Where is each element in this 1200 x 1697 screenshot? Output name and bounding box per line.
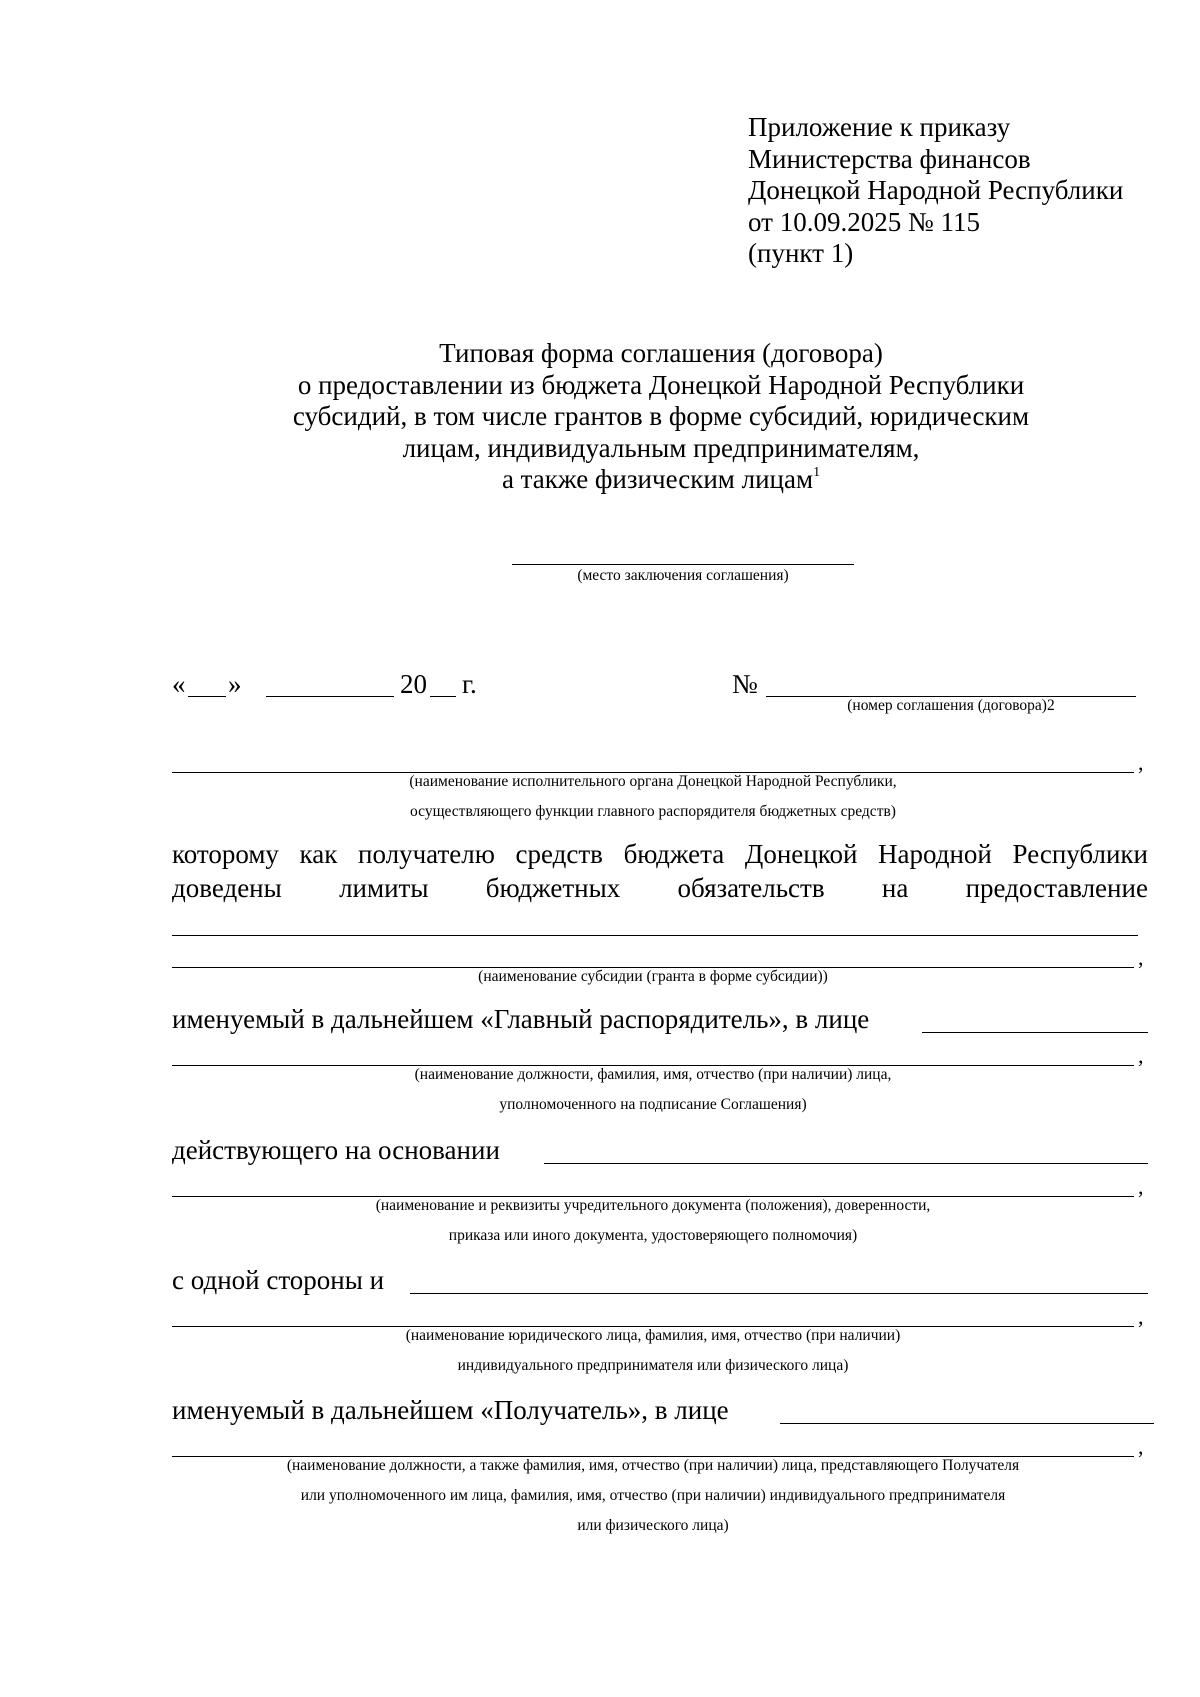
paragraph-word: доведены xyxy=(172,873,282,903)
place-field-line[interactable] xyxy=(512,564,854,565)
basis-caption-line2: приказа или иного документа, удостоверяющего полномочия) xyxy=(448,1227,858,1244)
organ-caption-line1: (наименование исполнительного органа Донецкой Народной Республики, xyxy=(409,773,897,790)
comma: , xyxy=(1138,1043,1144,1068)
paragraph-word: бюджетных xyxy=(485,873,621,903)
appendix-line: от 10.09.2025 № 115 xyxy=(748,206,980,237)
close-quote: » xyxy=(228,669,242,699)
place-caption: (место заключения соглашения) xyxy=(577,567,789,584)
other-party-caption-line2: индивидуального предпринимателя или физического лица) xyxy=(457,1357,849,1374)
day-field-line[interactable] xyxy=(188,696,226,697)
main-distributor-caption-line1: (наименование должности, фамилия, имя, отчество (при наличии) лица, xyxy=(414,1066,892,1083)
other-party-line[interactable] xyxy=(410,1293,1148,1294)
year-prefix: 20 xyxy=(400,669,427,699)
comma: , xyxy=(1138,1174,1144,1199)
comma: , xyxy=(1138,1434,1144,1459)
paragraph-word: лимиты xyxy=(339,873,429,903)
title-line: о предоставлении из бюджета Донецкой Народной Республики xyxy=(297,369,1025,400)
basis-caption-line1: (наименование и реквизиты учредительного документа (положения), доверенности, xyxy=(375,1197,931,1214)
paragraph-word: обязательств xyxy=(677,873,825,903)
recipient-text: именуемый в дальнейшем «Получатель», в лице xyxy=(172,1395,729,1425)
appendix-line: (пункт 1) xyxy=(748,238,854,268)
basis-text: действующего на основании xyxy=(172,1135,500,1165)
recipient-caption-line3: или физического лица) xyxy=(577,1517,729,1534)
number-sign: № xyxy=(732,669,758,699)
paragraph-line2 xyxy=(172,872,1148,904)
main-distributor-representative-line[interactable] xyxy=(922,1032,1148,1033)
footnote-mark: 1 xyxy=(813,465,821,480)
paragraph-word: на xyxy=(881,873,909,903)
month-field-line[interactable] xyxy=(266,696,394,697)
title-line xyxy=(150,464,1172,496)
title-line: субсидий, в том числе грантов в форме субсидий, юридическим xyxy=(292,401,1030,431)
comma: , xyxy=(1138,750,1144,775)
appendix-line: Министерства финансов xyxy=(748,143,1031,174)
organ-caption-line2: осуществляющего функции главного распорядителя бюджетных средств) xyxy=(410,803,896,820)
title-line: Типовая форма соглашения (договора) xyxy=(439,338,883,368)
subsidy-name-line1[interactable] xyxy=(172,935,1138,936)
recipient-caption-line1: (наименование должности, а также фамилия, имя, отчество (при наличии) лица, представляющего Получателя xyxy=(286,1457,1020,1474)
title-line: лицам, индивидуальным предпринимателям, xyxy=(402,432,920,463)
paragraph-word: предоставление xyxy=(965,873,1148,903)
appendix-line: Приложение к приказу xyxy=(748,112,1011,142)
comma: , xyxy=(1138,945,1144,970)
paragraph-line1: которому как получателю средств бюджета Донецкой Народной Республики xyxy=(172,839,1148,869)
year-suffix: г. xyxy=(462,669,477,699)
other-party-caption-line1: (наименование юридического лица, фамилия, имя, отчество (при наличии) xyxy=(405,1327,901,1344)
main-distributor-caption-line2: уполномоченного на подписание Соглашения) xyxy=(499,1096,807,1113)
recipient-representative-line[interactable] xyxy=(780,1423,1154,1424)
main-distributor-text: именуемый в дальнейшем «Главный распорядитель», в лице xyxy=(172,1004,870,1034)
agreement-number-caption: (номер соглашения (договора)2 xyxy=(847,697,1055,714)
basis-document-line[interactable] xyxy=(544,1163,1148,1164)
year-field-line[interactable] xyxy=(430,696,456,697)
document-title xyxy=(150,338,1172,496)
comma: , xyxy=(1138,1304,1144,1329)
appendix-line: Донецкой Народной Республики xyxy=(748,175,1124,205)
one-side-text: с одной стороны и xyxy=(172,1265,385,1295)
appendix-block xyxy=(748,112,1123,270)
recipient-caption-line2: или уполномоченного им лица, фамилия, имя, отчество (при наличии) индивидуального предпринимателя xyxy=(300,1487,1006,1504)
title-last-line: а также физическим лицам xyxy=(501,464,814,494)
subsidy-caption: (наименование субсидии (гранта в форме субсидии)) xyxy=(478,968,828,985)
open-quote: « xyxy=(172,669,186,699)
